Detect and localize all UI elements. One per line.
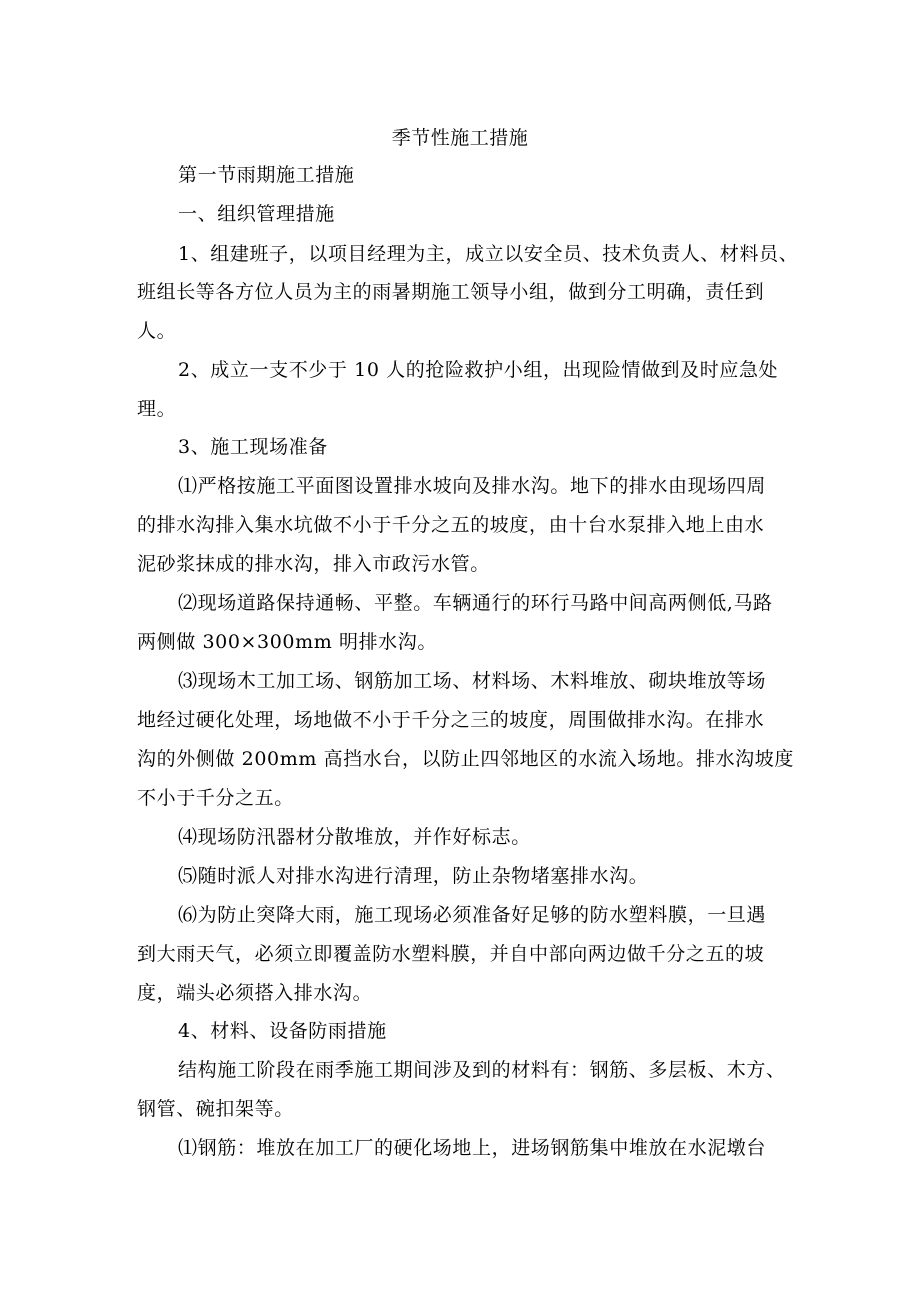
paragraph-line: 1、组建班子，以项目经理为主，成立以安全员、技术负责人、材料员、	[178, 243, 799, 265]
paragraph-line: ⑴严格按施工平面图设置排水坡向及排水沟。地下的排水由现场四周	[178, 475, 767, 497]
paragraph-line: 钢管、碗扣架等。	[137, 1098, 294, 1120]
section-heading: 第一节雨期施工措施	[178, 164, 355, 186]
paragraph-line: ⑵现场道路保持通畅、平整。车辆通行的环行马路中间高两侧低,马路	[178, 592, 773, 614]
subsection-heading: 一、组织管理措施	[178, 203, 335, 225]
paragraph-line: 2、成立一支不少于 10 人的抢险救护小组，出现险情做到及时应急处	[178, 359, 779, 381]
paragraph-line: ⑹为防止突降大雨，施工现场必须准备好足够的防水塑料膜，一旦遇	[178, 904, 767, 926]
paragraph-line: ⑴钢筋：堆放在加工厂的硬化场地上，进场钢筋集中堆放在水泥墩台	[178, 1137, 767, 1159]
subsection-heading: 3、施工现场准备	[178, 436, 328, 458]
paragraph-line: ⑶现场木工加工场、钢筋加工场、材料场、木料堆放、砌块堆放等场	[178, 670, 767, 692]
paragraph-line: 地经过硬化处理，场地做不小于千分之三的坡度，周围做排水沟。在排水	[137, 709, 765, 731]
paragraph-line: 结构施工阶段在雨季施工期间涉及到的材料有：钢筋、多层板、木方、	[178, 1059, 786, 1081]
subsection-heading: 4、材料、设备防雨措施	[178, 1020, 387, 1042]
paragraph-line: 班组长等各方位人员为主的雨暑期施工领导小组，做到分工明确，责任到	[137, 281, 765, 303]
paragraph-line: 沟的外侧做 200mm 高挡水台，以防止四邻地区的水流入场地。排水沟坡度	[137, 748, 794, 770]
paragraph-line: 度，端头必须搭入排水沟。	[137, 982, 373, 1004]
paragraph-line: ⑷现场防汛器材分散堆放，并作好标志。	[178, 826, 531, 848]
paragraph-line: 两侧做 300×300mm 明排水沟。	[137, 631, 437, 653]
paragraph-line: 不小于千分之五。	[137, 787, 294, 809]
paragraph-line: 理。	[137, 398, 177, 420]
paragraph-line: 人。	[137, 320, 177, 342]
document-title: 季节性施工措施	[391, 127, 529, 149]
paragraph-line: 的排水沟排入集水坑做不小于千分之五的坡度，由十台水泵排入地上由水	[137, 514, 765, 536]
paragraph-line: 到大雨天气，必须立即覆盖防水塑料膜，并自中部向两边做千分之五的坡	[137, 943, 765, 965]
paragraph-line: 泥砂浆抹成的排水沟，排入市政污水管。	[137, 553, 490, 575]
paragraph-line: ⑸随时派人对排水沟进行清理，防止杂物堵塞排水沟。	[178, 865, 649, 887]
